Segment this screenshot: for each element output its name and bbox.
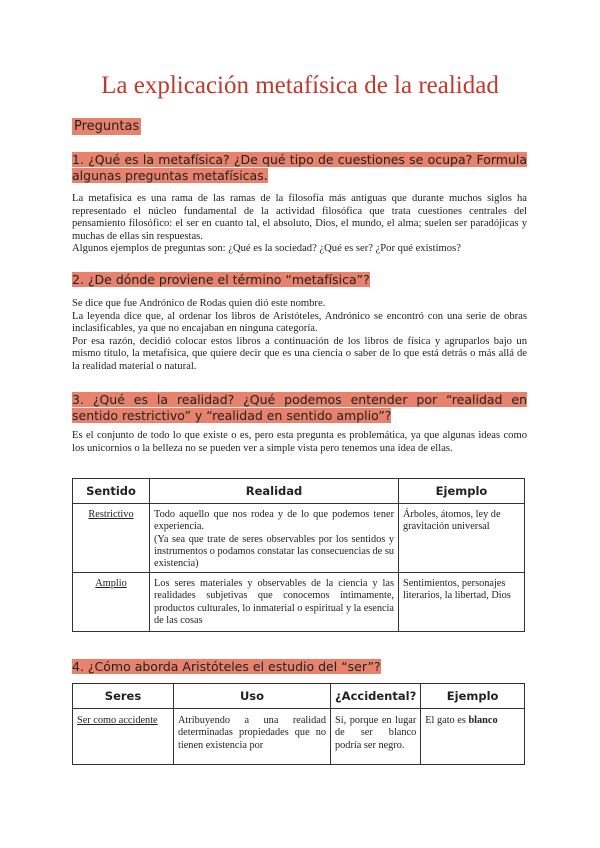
ejemplo-bold: blanco: [468, 715, 498, 727]
answer-2-paragraph: Por esa razón, decidió colocar estos libros a continuación de los libros de física y agruparlos bajo un mismo título, la metafísica, que quiere decir que es una ciencia o saber de lo que está detrás o más allá de la realidad material o natural.: [72, 335, 527, 372]
table-header-row: [73, 479, 525, 504]
seres-value: Ser como accidente: [77, 715, 158, 727]
cell-accidental: Sí, porque en lugar de ser blanco podría ser negro.: [331, 709, 421, 765]
cell-realidad: Los seres materiales y observables de la ciencia y las realidades subjetivas que conocemos íntimamente, productos culturales, lo inmaterial o espiritual y la esencia de las cosas: [150, 573, 399, 632]
answer-3: Es el conjunto de todo lo que existe o es, pero esta pregunta es problemática, ya que algunas ideas como los unicornios o la belleza no se pueden ver a simple vista pero tenemos una idea de ellas.: [72, 430, 527, 454]
header-ejemplo: Ejemplo: [399, 479, 525, 504]
cell-ejemplo: Sentimientos, personajes literarios, la libertad, Dios: [399, 573, 525, 632]
cell-ejemplo: [421, 709, 525, 765]
reality-table: [72, 478, 525, 632]
header-seres: Seres: [73, 684, 174, 709]
answer-2-paragraph: Se dice que fue Andrónico de Rodas quien dió este nombre.: [72, 298, 326, 309]
table-row: [73, 573, 525, 632]
question-3-text: 3. ¿Qué es la realidad? ¿Qué podemos entender por “realidad en sentido restrictivo” y “realidad en sentido amplio”?: [72, 392, 527, 423]
cell-sentido: [73, 504, 150, 573]
cell-sentido: [73, 573, 150, 632]
sentido-amplio: Amplio: [95, 578, 127, 590]
being-table: [72, 683, 525, 765]
table-row: [73, 709, 525, 765]
answer-1: [72, 193, 527, 256]
header-ejemplo: Ejemplo: [421, 684, 525, 709]
question-3: [72, 392, 527, 424]
table-row: [73, 504, 525, 573]
answer-1-paragraph: La metafísica es una rama de las ramas de la filosofía más antiguas que durante muchos siglos ha representado el núcleo fundamental de la actividad filosófica que trata cuestiones centrales del pensamiento filosófico: el ser en cuanto tal, el absoluto, Dios, el mundo, el alma; suelen ser paradójicas y muchas de ellas sin respuestas.: [72, 193, 527, 242]
header-realidad: Realidad: [150, 479, 399, 504]
answer-2: [72, 298, 527, 374]
table-header-row: [73, 684, 525, 709]
page-title: La explicación metafísica de la realidad: [101, 72, 499, 99]
answer-1-paragraph: Algunos ejemplos de preguntas son: ¿Qué es la sociedad? ¿Qué es ser? ¿Por qué existimos?: [72, 243, 461, 255]
cell-ejemplo: Árboles, átomos, ley de gravitación universal: [399, 504, 525, 573]
sentido-restrictivo: Restrictivo: [88, 509, 134, 521]
cell-realidad: [150, 504, 399, 573]
header-uso: Uso: [174, 684, 331, 709]
header-accidental: ¿Accidental?: [331, 684, 421, 709]
ejemplo-prefix: El gato es: [425, 715, 469, 727]
question-4: [72, 659, 527, 675]
answer-2-paragraph: La leyenda dice que, al ordenar los libros de Aristóteles, Andrónico se encontró con una serie de obras inclasificables, ya que no encajaban en ninguna categoría.: [72, 310, 527, 335]
question-1: [72, 152, 527, 184]
header-sentido: Sentido: [73, 479, 150, 504]
realidad-text: Todo aquello que nos rodea y de lo que podemos tener experiencia.: [154, 509, 394, 533]
realidad-note: (Ya sea que trate de seres observables por los sentidos y instrumentos o podamos constatar las consecuencias de su existencia): [154, 533, 394, 570]
question-2: [72, 272, 527, 288]
cell-seres: [73, 709, 174, 765]
section-tag: Preguntas: [74, 119, 140, 134]
question-2-text: 2. ¿De dónde proviene el término “metafísica”?: [72, 272, 370, 287]
question-4-text: 4. ¿Cómo aborda Aristóteles el estudio del “ser”?: [72, 659, 381, 674]
cell-uso: Atribuyendo a una realidad determinadas propiedades que no tienen existencia por: [174, 709, 331, 765]
question-1-text: 1. ¿Qué es la metafísica? ¿De qué tipo de cuestiones se ocupa? Formula algunas preguntas metafísicas.: [72, 152, 527, 183]
